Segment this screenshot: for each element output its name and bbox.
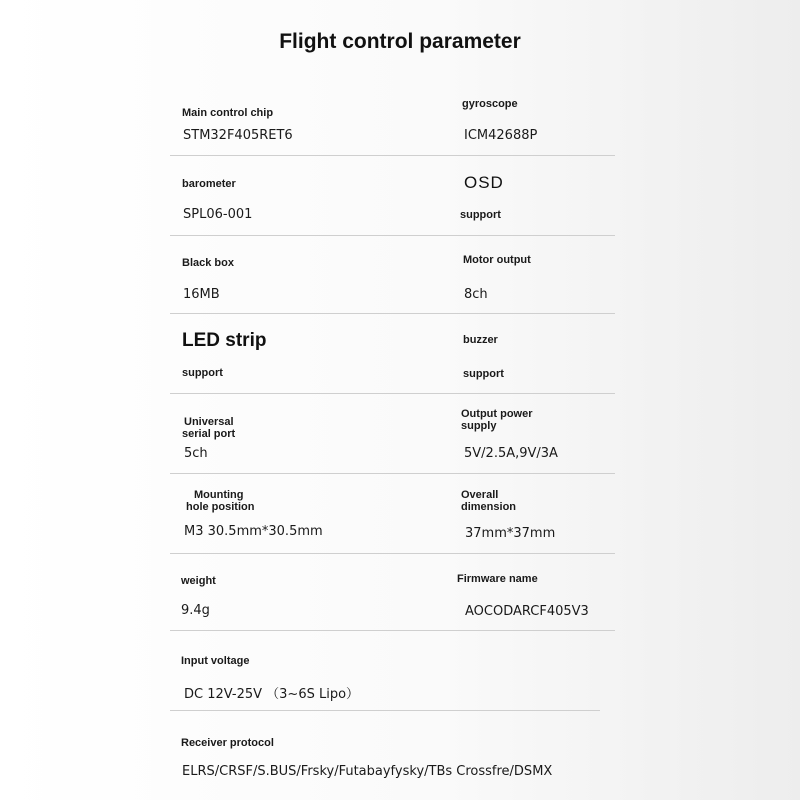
buzzer-value: support (463, 368, 504, 380)
gyroscope-label: gyroscope (462, 98, 518, 110)
divider (170, 155, 615, 156)
output-power-label-line1: Output power (461, 408, 533, 420)
led-strip-label: LED strip (182, 330, 267, 351)
mounting-value: M3 30.5mm*30.5mm (184, 524, 323, 539)
dimension-label-line2: dimension (461, 501, 517, 513)
led-strip-value: support (182, 367, 223, 379)
barometer-label: barometer (182, 178, 236, 190)
divider (170, 630, 615, 631)
firmware-label: Firmware name (457, 573, 538, 585)
divider (170, 473, 615, 474)
receiver-value: ELRS/CRSF/S.BUS/Frsky/Futabayfysky/TBs Crossfre/DSMX (182, 764, 553, 779)
barometer-value: SPL06-001 (183, 207, 253, 222)
weight-value: 9.4g (181, 603, 210, 618)
output-power-value: 5V/2.5A,9V/3A (464, 446, 558, 461)
osd-value: support (460, 209, 501, 221)
divider (170, 393, 615, 394)
mounting-label-line2: hole position (186, 501, 255, 513)
main-chip-value: STM32F405RET6 (183, 128, 293, 143)
buzzer-label: buzzer (463, 334, 498, 346)
usb-label-line1: Universal (184, 416, 234, 428)
receiver-label: Receiver protocol (181, 737, 274, 749)
motor-output-value: 8ch (464, 287, 488, 302)
osd-label: OSD (464, 173, 504, 192)
gyroscope-value: ICM42688P (464, 128, 538, 143)
input-voltage-label: Input voltage (181, 655, 250, 667)
input-voltage-value: DC 12V-25V （3~6S Lipo） (184, 687, 360, 702)
black-box-label: Black box (182, 257, 234, 269)
dimension-label-line1: Overall (461, 489, 499, 501)
divider (170, 553, 615, 554)
main-chip-label: Main control chip (182, 107, 274, 119)
motor-output-label: Motor output (463, 254, 531, 266)
firmware-value: AOCODARCF405V3 (465, 604, 589, 619)
divider (170, 235, 615, 236)
divider (170, 313, 615, 314)
usb-label-line2: serial port (182, 428, 236, 440)
page-title: Flight control parameter (279, 30, 521, 53)
black-box-value: 16MB (183, 287, 220, 302)
output-power-label-line2: supply (461, 420, 497, 432)
dimension-value: 37mm*37mm (465, 526, 556, 541)
weight-label: weight (181, 575, 216, 587)
usb-value: 5ch (184, 446, 208, 461)
mounting-label-line1: Mounting (194, 489, 244, 501)
divider (170, 710, 600, 711)
